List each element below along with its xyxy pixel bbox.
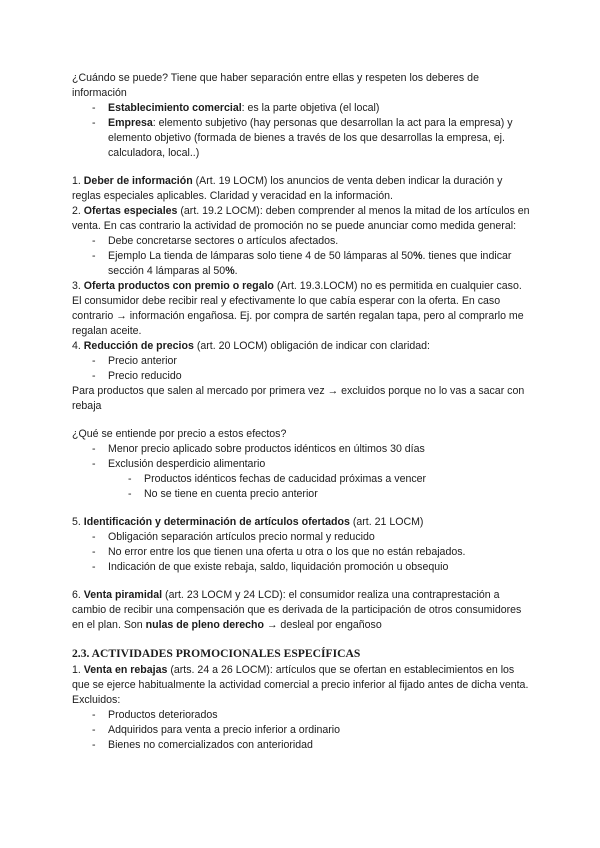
- point-term: Deber de información: [83, 175, 193, 187]
- bullet-marker: -: [92, 709, 96, 721]
- price-question: ¿Qué se entiende por precio a estos efectos?: [72, 428, 287, 440]
- point-text: (art. 23 LOCM y 24 LCD): el consumidor realiza una contraprestación a cambio de recibir una compensación que es derivada de la participación de otros consumidores en el plan. Son: [72, 589, 522, 631]
- percent-sign: %: [413, 250, 423, 262]
- point-3-oferta-premio-regalo: [72, 279, 530, 339]
- bullet-item: [72, 457, 530, 472]
- bullet-example: [72, 249, 530, 279]
- bullet-item: [72, 738, 530, 753]
- sub-bullet-marker: -: [128, 488, 132, 500]
- section-heading: 2.3. ACTIVIDADES PROMOCIONALES ESPECÍFICAS: [72, 647, 361, 660]
- section-point-1-venta-rebajas: [72, 663, 530, 708]
- bullet-item: [72, 708, 530, 723]
- bullet-text: Debe concretarse sectores o artículos afectados.: [108, 235, 339, 247]
- point-4-reduccion-precios: [72, 339, 530, 354]
- point-number: 5.: [72, 516, 84, 528]
- example-text: . tienes que indicar sección 4 lámparas al 50: [108, 250, 512, 277]
- bullet-marker: -: [92, 370, 96, 382]
- example-text: Ejemplo La tienda de lámparas solo tiene 4 de 50 lámparas al 50: [108, 250, 414, 262]
- point-number: 3.: [72, 280, 84, 292]
- point-text: (arts. 24 a 26 LOCM): artículos que se ofertan en establecimientos en los que se ejerce habitualmente la actividad comercial a precio inferior al fijado antes de dicha venta. Excluidos:: [72, 664, 529, 706]
- point-2-ofertas-especiales: [72, 204, 530, 234]
- bullet-item: [72, 530, 530, 545]
- bullet-text: Bienes no comercializados con anterioridad: [108, 739, 313, 751]
- point-term-nulas: nulas de pleno derecho: [145, 619, 264, 631]
- bullet-text: Indicación de que existe rebaja, saldo, liquidación promoción u obsequio: [108, 561, 449, 573]
- bullet-empresa: [72, 116, 530, 161]
- bullet-marker: -: [92, 724, 96, 736]
- sub-bullet-item: [72, 472, 530, 487]
- point-number: 4.: [72, 340, 84, 352]
- bullet-marker: -: [92, 443, 96, 455]
- bullet-marker: -: [92, 458, 96, 470]
- bullet-marker: -: [92, 102, 96, 114]
- point-term: Venta piramidal: [83, 589, 163, 601]
- bullet-item: [72, 369, 530, 384]
- document-body: [72, 71, 530, 753]
- sub-bullet-text: Productos idénticos fechas de caducidad próximas a vencer: [144, 473, 427, 485]
- bullet-text: Menor precio aplicado sobre productos idénticos en últimos 30 días: [108, 443, 425, 455]
- point-text: → desleal por engañoso: [263, 619, 382, 631]
- point-term: Venta en rebajas: [83, 664, 168, 676]
- point-text: (Art. 19 LOCM) los anuncios de venta deben indicar la duración y reglas especiales aplicables. Claridad y veracidad en la información.: [72, 175, 503, 202]
- example-text: .: [234, 265, 238, 277]
- bullet-marker: -: [92, 531, 96, 543]
- point-text: (Art. 19.3.LOCM) no es permitida en cualquier caso. El consumidor debe recibir real y efectivamente lo que cabía esperar con la oferta. En caso contrario → información engañosa. Ej. por compra de sartén regalan tapa, pero al comprarlo me regalan aceite.: [72, 280, 524, 337]
- bullet-marker: -: [92, 739, 96, 751]
- point-term: Reducción de precios: [83, 340, 194, 352]
- bullet-text: No error entre los que tienen una oferta u otra o los que no están rebajados.: [108, 546, 466, 558]
- bullet-item: [72, 442, 530, 457]
- point-number: 1.: [72, 175, 84, 187]
- bullet-establecimiento: [72, 101, 530, 116]
- bullet-item: [72, 234, 530, 249]
- point-number: 2.: [72, 205, 84, 217]
- bullet-item: [72, 354, 530, 369]
- bullet-marker: -: [92, 546, 96, 558]
- bullet-item: [72, 560, 530, 575]
- bullet-text: Precio reducido: [108, 370, 182, 382]
- point-term: Ofertas especiales: [83, 205, 178, 217]
- term-empresa: Empresa: [108, 117, 153, 129]
- point-number: 6.: [72, 589, 84, 601]
- bullet-marker: -: [92, 561, 96, 573]
- bullet-text: Exclusión desperdicio alimentario: [108, 458, 266, 470]
- percent-sign: %: [225, 265, 235, 277]
- bullet-marker: -: [92, 355, 96, 367]
- bullet-marker: -: [92, 235, 96, 247]
- point-number: 1.: [72, 664, 84, 676]
- bullet-marker: -: [92, 117, 96, 129]
- point-1-deber-informacion: [72, 174, 530, 204]
- point-6-venta-piramidal: [72, 588, 530, 633]
- intro-question: ¿Cuándo se puede? Tiene que haber separación entre ellas y respeten los deberes de información: [72, 72, 479, 99]
- point-term: Identificación y determinación de artículos ofertados: [83, 516, 350, 528]
- point-text: (art. 21 LOCM): [349, 516, 424, 528]
- bullet-text: : es la parte objetiva (el local): [241, 102, 380, 114]
- bullet-text: Adquiridos para venta a precio inferior a ordinario: [108, 724, 341, 736]
- bullet-marker: -: [92, 250, 96, 262]
- sub-bullet-text: No se tiene en cuenta precio anterior: [144, 488, 318, 500]
- bullet-text: Productos deteriorados: [108, 709, 218, 721]
- bullet-text: Obligación separación artículos precio normal y reducido: [108, 531, 375, 543]
- point-text: (art. 19.2 LOCM): deben comprender al menos la mitad de los artículos en venta. En cas contrario la actividad de promoción no se puede anunciar como medida general:: [72, 205, 530, 232]
- bullet-text: Precio anterior: [108, 355, 177, 367]
- point-5-identificacion: [72, 515, 530, 530]
- point-4-note: Para productos que salen al mercado por primera vez → excluidos porque no lo vas a sacar con rebaja: [72, 385, 525, 412]
- bullet-item: [72, 545, 530, 560]
- point-text: (art. 20 LOCM) obligación de indicar con claridad:: [193, 340, 430, 352]
- sub-bullet-item: [72, 487, 530, 502]
- point-term: Oferta productos con premio o regalo: [83, 280, 274, 292]
- bullet-item: [72, 723, 530, 738]
- bullet-text: : elemento subjetivo (hay personas que desarrollan la act para la empresa) y elemento objetivo (formada de bienes a través de los que desarrollas la empresa, ej. calculadora, local..): [108, 117, 513, 159]
- sub-bullet-marker: -: [128, 473, 132, 485]
- term-establecimiento: Establecimiento comercial: [108, 102, 242, 114]
